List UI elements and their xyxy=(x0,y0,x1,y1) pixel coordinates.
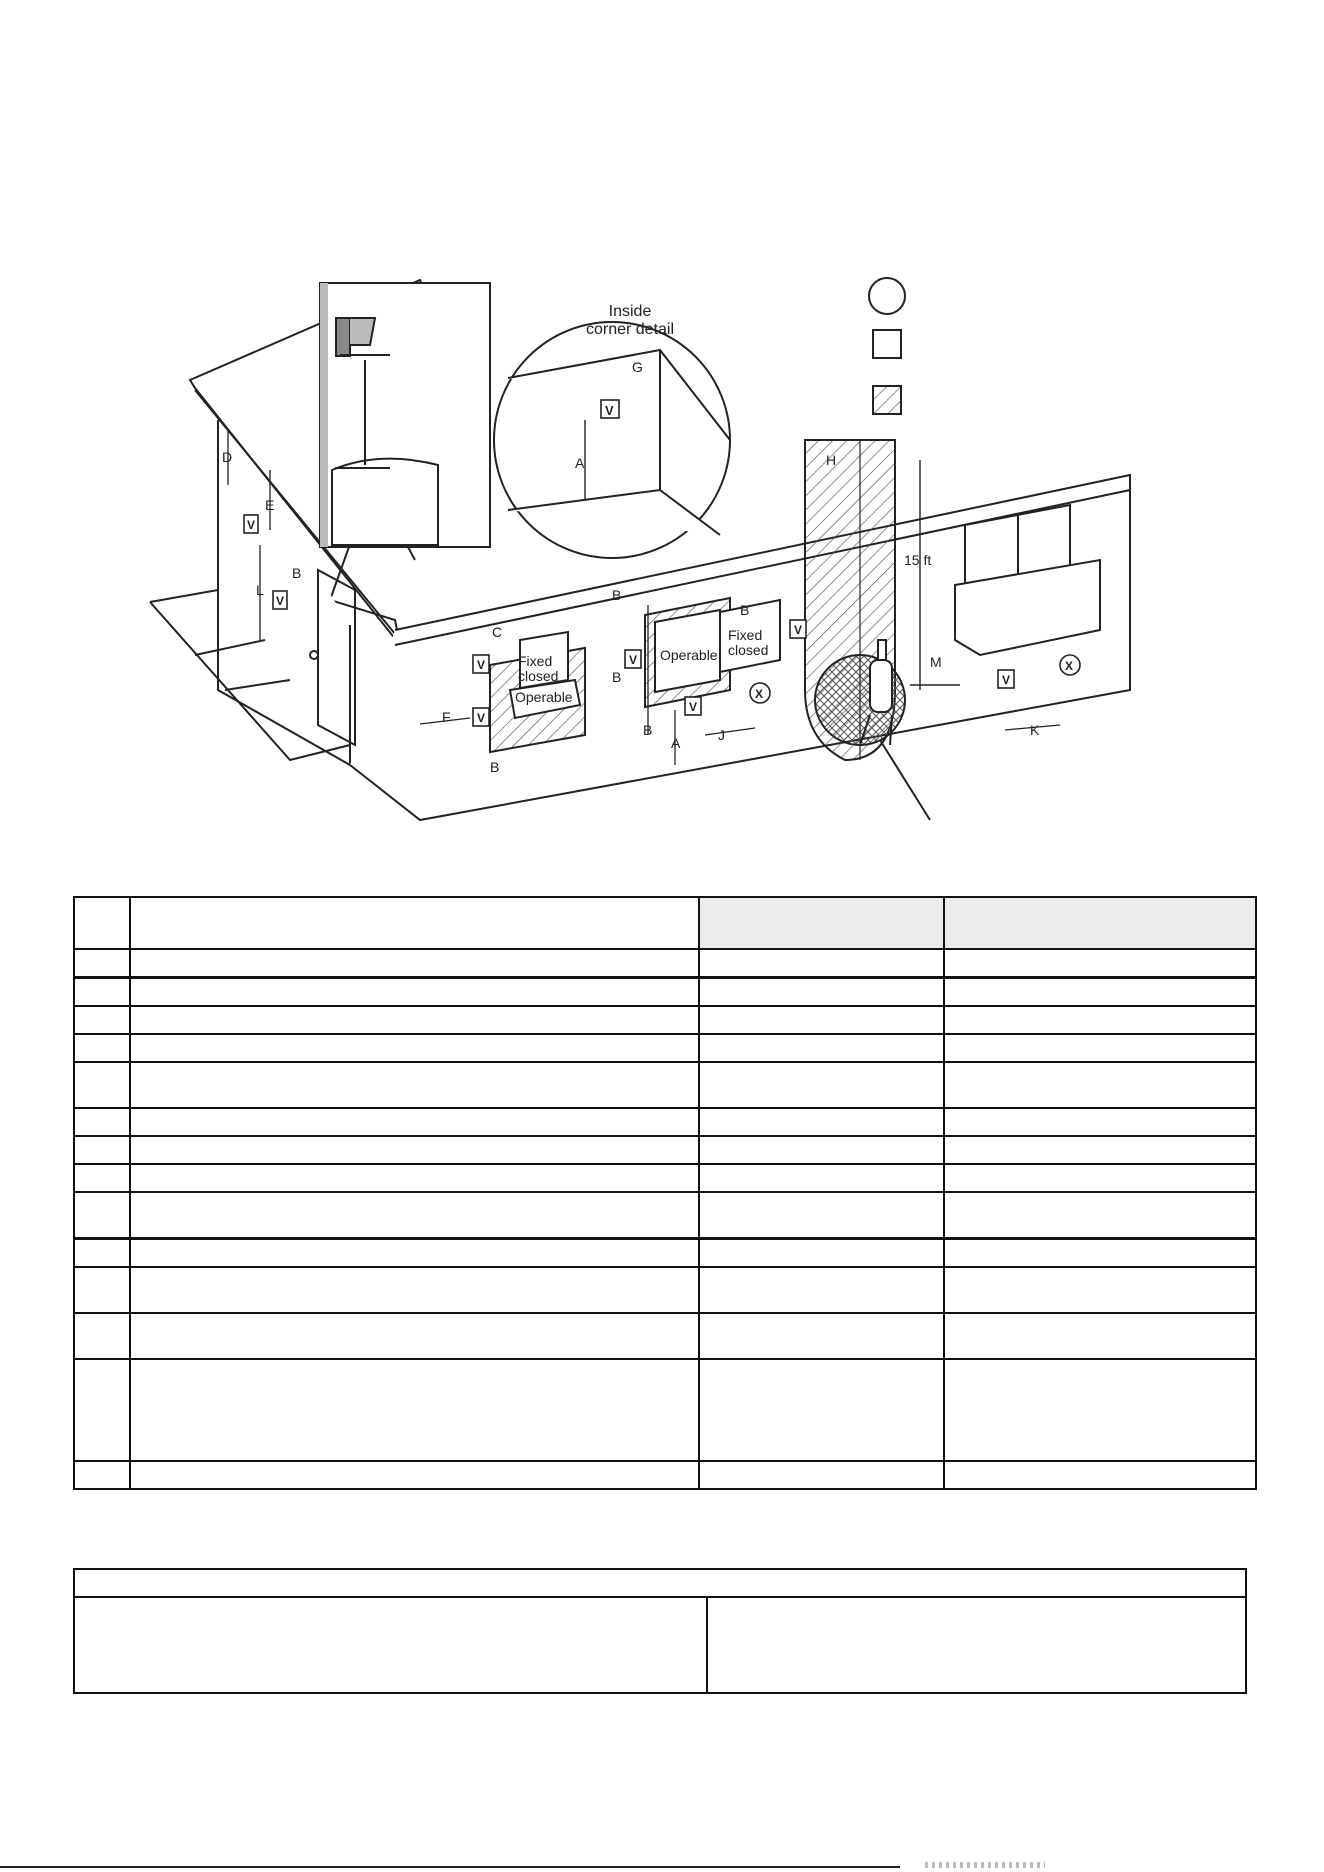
label-X-2: X xyxy=(1065,659,1074,673)
table-header-row xyxy=(74,897,1256,949)
label-C: C xyxy=(492,624,503,640)
label-G: G xyxy=(632,359,643,375)
label-V-7: V xyxy=(794,623,803,637)
label-V-callout: V xyxy=(605,403,614,418)
label-A-callout: A xyxy=(575,455,585,471)
clearance-table xyxy=(73,896,1257,1490)
label-height: 15 ft xyxy=(904,552,932,568)
table-row xyxy=(74,1006,1256,1034)
label-A-wall: A xyxy=(671,735,681,751)
footer-mark xyxy=(925,1862,1045,1868)
label-fixed-closed-left-1: Fixed xyxy=(518,653,553,669)
label-L: L xyxy=(256,582,264,598)
label-V-1: V xyxy=(247,518,256,532)
table-row xyxy=(74,1313,1256,1359)
table-row xyxy=(74,1239,1256,1268)
label-B-mid-right: B xyxy=(740,602,750,618)
footer-rule xyxy=(0,1866,900,1868)
label-F: F xyxy=(442,709,451,725)
legend-hatch-symbol xyxy=(873,386,901,414)
label-fixed-closed-middle-2: closed xyxy=(728,642,769,658)
table-row xyxy=(74,1461,1256,1489)
label-D: D xyxy=(222,449,233,465)
label-V-3: V xyxy=(477,658,486,672)
label-fixed-closed-middle-1: Fixed xyxy=(728,627,763,643)
label-J: J xyxy=(718,727,725,743)
table-row xyxy=(74,978,1256,1007)
label-V-2: V xyxy=(276,594,285,608)
table-row xyxy=(74,1359,1256,1461)
label-X-1: X xyxy=(755,687,764,701)
label-V-4: V xyxy=(477,711,486,725)
label-B-side: B xyxy=(292,565,302,581)
callout-title-line1: Inside xyxy=(608,303,652,320)
label-M: M xyxy=(930,654,942,670)
label-V-8: V xyxy=(1002,673,1011,687)
callout-title-line2: corner detail xyxy=(585,321,675,338)
table-row xyxy=(74,949,1256,978)
label-V-6: V xyxy=(689,700,698,714)
table-row xyxy=(74,1192,1256,1239)
table-row xyxy=(74,1267,1256,1313)
label-operable-left: Operable xyxy=(515,689,573,705)
table-row xyxy=(74,1164,1256,1192)
label-B-mid-top: B xyxy=(612,587,622,603)
legend-square-symbol xyxy=(873,330,901,358)
notes-body-row xyxy=(74,1597,1246,1693)
label-V-5: V xyxy=(629,653,638,667)
label-K: K xyxy=(1030,722,1040,738)
notes-header-row xyxy=(74,1569,1246,1597)
label-E: E xyxy=(265,497,275,513)
label-fixed-closed-left-2: closed xyxy=(518,668,559,684)
table-row xyxy=(74,1108,1256,1136)
label-B-left: B xyxy=(490,759,500,775)
table-row xyxy=(74,1136,1256,1164)
label-H: H xyxy=(826,452,837,468)
venting-clearance-diagram xyxy=(0,0,1324,880)
legend-circle-symbol xyxy=(869,278,905,314)
notes-table xyxy=(73,1568,1247,1694)
table-row xyxy=(74,1062,1256,1108)
label-B-mid-side: B xyxy=(612,669,622,685)
table-row xyxy=(74,1034,1256,1062)
label-operable-middle: Operable xyxy=(660,647,718,663)
label-B-mid-bottom: B xyxy=(643,722,653,738)
